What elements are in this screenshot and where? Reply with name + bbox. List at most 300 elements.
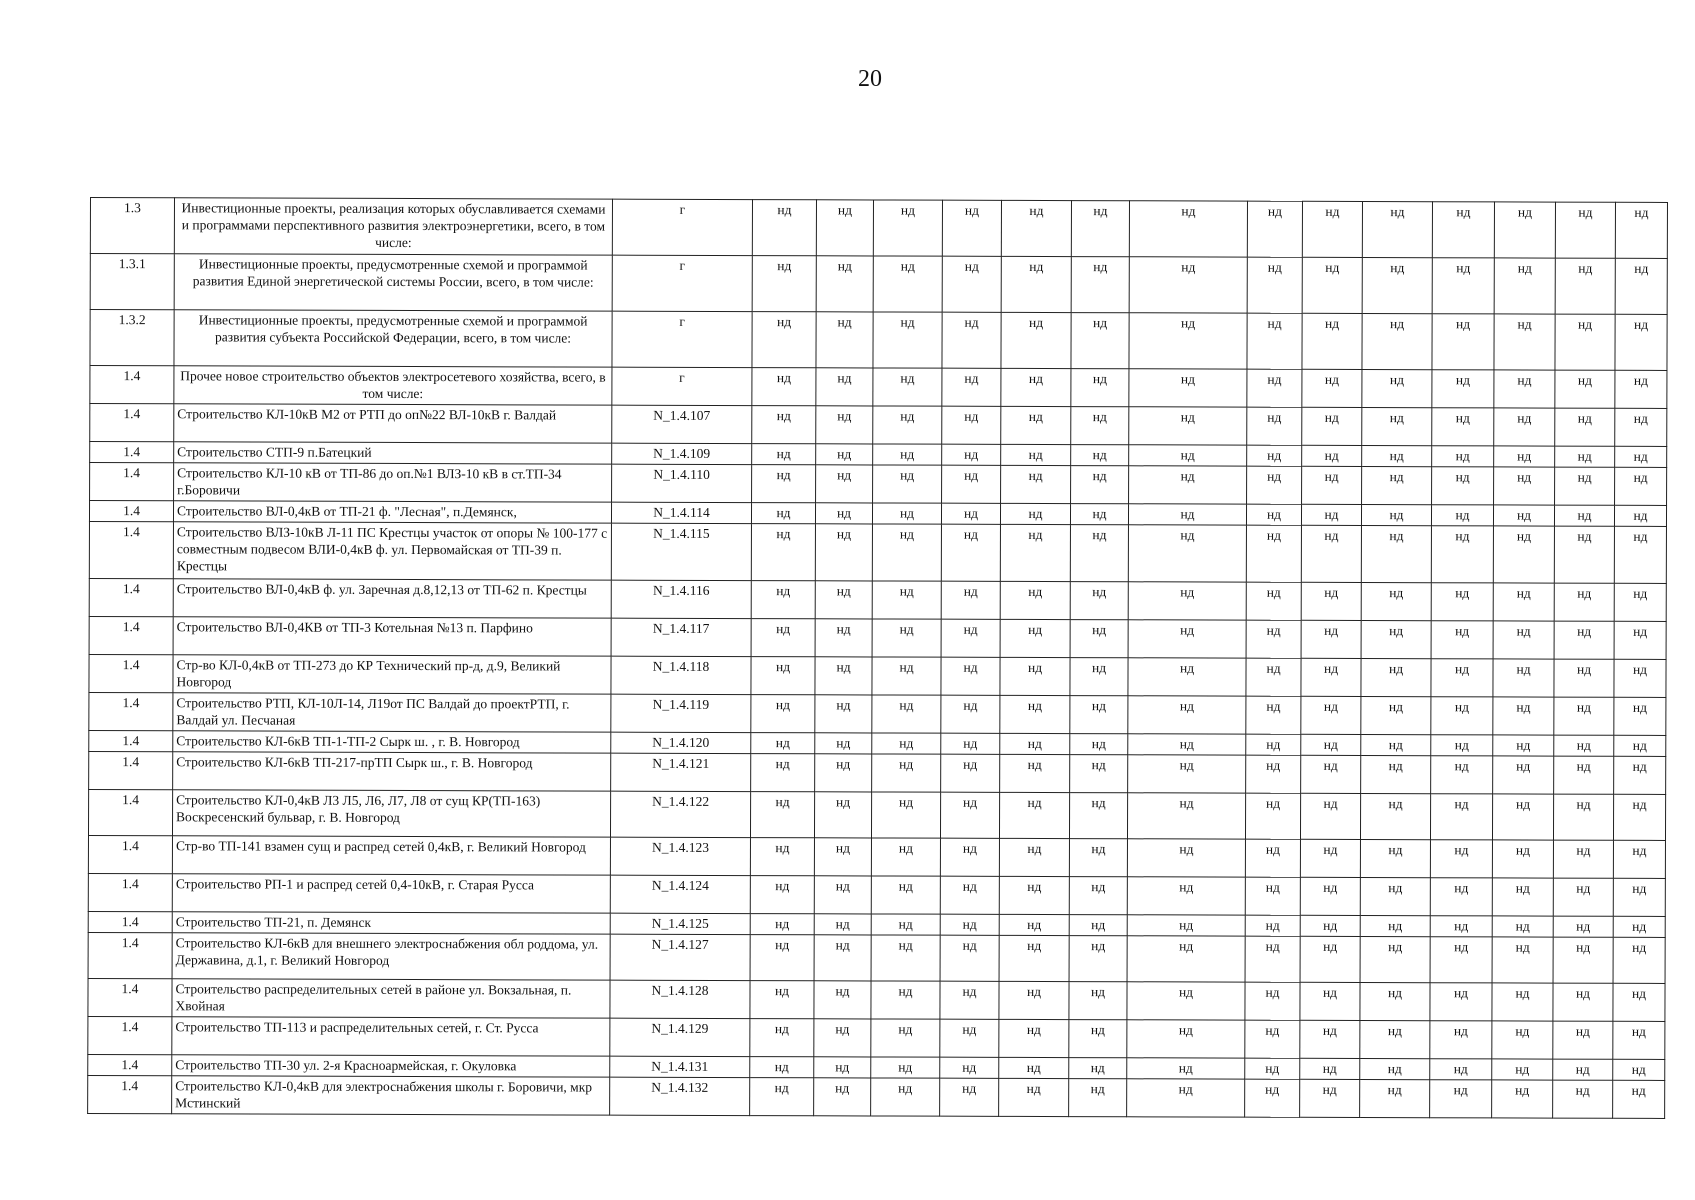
value-cell: нд: [1070, 755, 1128, 793]
value-cell: нд: [1432, 467, 1494, 505]
value-cell: нд: [1069, 1079, 1127, 1117]
value-cell: нд: [1127, 877, 1245, 915]
value-cell: нд: [1553, 1021, 1613, 1059]
value-cell: нд: [752, 444, 816, 465]
row-number: 1.4: [90, 442, 174, 463]
value-cell: нд: [871, 1019, 940, 1057]
value-cell: нд: [1431, 526, 1493, 583]
value-cell: нд: [1001, 368, 1071, 406]
project-name: Строительство ТП-30 ул. 2-я Красноармейская, г. Окуловка: [172, 1055, 610, 1077]
value-cell: нд: [940, 981, 999, 1019]
value-cell: нд: [1000, 503, 1070, 524]
value-cell: нд: [1555, 314, 1615, 370]
value-cell: нд: [873, 444, 942, 465]
row-number: 1.4: [88, 1054, 172, 1075]
value-cell: нд: [1553, 840, 1613, 878]
value-cell: нд: [814, 1019, 871, 1057]
project-name: Строительство ТП-21, п. Демянск: [172, 912, 610, 934]
value-cell: нд: [941, 619, 1000, 657]
value-cell: нд: [1613, 937, 1665, 983]
value-cell: нд: [1494, 202, 1555, 258]
value-cell: нд: [1492, 794, 1553, 840]
value-cell: нд: [1070, 504, 1128, 525]
project-name: Строительство ТП-113 и распределительных сетей, г. Ст. Русса: [172, 1017, 610, 1056]
value-cell: нд: [1360, 936, 1430, 982]
value-cell: нд: [1247, 257, 1302, 313]
value-cell: нд: [1246, 620, 1301, 658]
row-number: 1.4: [90, 366, 174, 404]
value-cell: нд: [1129, 257, 1247, 313]
value-cell: нд: [1553, 1059, 1613, 1080]
value-cell: нд: [750, 935, 814, 981]
value-cell: нд: [940, 792, 999, 838]
value-cell: нд: [815, 619, 872, 657]
value-cell: нд: [1128, 755, 1246, 793]
table-row: [90, 366, 1667, 409]
value-cell: нд: [940, 1078, 999, 1116]
value-cell: нд: [1431, 735, 1493, 756]
row-number: 1.4: [88, 835, 172, 873]
value-cell: нд: [873, 312, 942, 368]
value-cell: нд: [872, 581, 941, 619]
value-cell: нд: [1128, 582, 1246, 620]
value-cell: нд: [815, 754, 872, 792]
value-cell: нд: [816, 406, 873, 444]
value-cell: нд: [752, 200, 816, 256]
value-cell: нд: [1300, 982, 1360, 1020]
project-id: N_1.4.132: [610, 1077, 750, 1115]
value-cell: нд: [1245, 839, 1300, 877]
value-cell: нд: [1430, 794, 1492, 840]
table-row: [88, 835, 1665, 878]
value-cell: нд: [1300, 936, 1360, 982]
value-cell: нд: [815, 657, 872, 695]
value-cell: нд: [1071, 407, 1129, 445]
value-cell: нд: [1555, 202, 1615, 258]
project-name: Инвестиционные проекты, предусмотренные схемой и программой развития субъекта Российской Федерации, всего, в том числе:: [174, 310, 612, 367]
value-cell: нд: [1245, 936, 1300, 982]
value-cell: нд: [1362, 313, 1432, 369]
value-cell: нд: [1613, 1080, 1665, 1118]
value-cell: нд: [1613, 794, 1665, 840]
value-cell: нд: [816, 465, 873, 503]
value-cell: нд: [815, 524, 872, 581]
value-cell: нд: [873, 465, 942, 503]
project-id: N_1.4.123: [610, 837, 750, 875]
value-cell: нд: [1493, 526, 1554, 583]
value-cell: нд: [942, 465, 1001, 503]
value-cell: нд: [1432, 258, 1494, 314]
project-name: Строительство ВЛЗ-10кВ Л-11 ПС Крестцы участок от опоры № 100-177 с совместным подвесом ВЛИ-0,4кВ ф. ул. Первомайская от ТП-39 п. Крестцы: [173, 522, 611, 580]
value-cell: нд: [1127, 1058, 1245, 1079]
value-cell: нд: [815, 503, 872, 524]
row-number: 1.3.1: [90, 254, 174, 310]
value-cell: нд: [871, 838, 940, 876]
value-cell: нд: [1613, 840, 1665, 878]
row-number: 1.4: [88, 1016, 172, 1054]
value-cell: нд: [1071, 313, 1129, 369]
value-cell: нд: [1361, 755, 1431, 793]
value-cell: нд: [1000, 754, 1070, 792]
value-cell: нд: [816, 256, 873, 312]
value-cell: нд: [940, 838, 999, 876]
table-row: [88, 932, 1665, 983]
table-row: [90, 404, 1667, 447]
value-cell: нд: [1492, 916, 1553, 937]
project-id: N_1.4.128: [610, 980, 750, 1018]
value-cell: нд: [816, 312, 873, 368]
value-cell: нд: [1362, 257, 1432, 313]
value-cell: нд: [940, 1057, 999, 1078]
value-cell: нд: [1245, 793, 1300, 839]
table-row: [89, 521, 1666, 583]
value-cell: нд: [1069, 1020, 1127, 1058]
value-cell: нд: [941, 695, 1000, 733]
row-number: 1.3.2: [90, 310, 174, 366]
value-cell: нд: [942, 200, 1001, 256]
value-cell: нд: [1492, 878, 1553, 916]
value-cell: нд: [1614, 621, 1666, 659]
value-cell: нд: [1362, 369, 1432, 407]
table-row: [88, 789, 1665, 840]
row-number: 1.4: [88, 932, 172, 978]
value-cell: нд: [816, 200, 873, 256]
value-cell: нд: [1614, 505, 1666, 526]
value-cell: нд: [873, 200, 942, 256]
value-cell: нд: [1301, 734, 1361, 755]
project-id: N_1.4.118: [611, 656, 751, 694]
value-cell: нд: [814, 914, 871, 935]
value-cell: нд: [1431, 583, 1493, 621]
value-cell: нд: [1360, 982, 1430, 1020]
value-cell: нд: [1494, 446, 1555, 467]
value-cell: нд: [1493, 697, 1554, 735]
value-cell: нд: [752, 312, 816, 368]
value-cell: нд: [1070, 582, 1128, 620]
project-name: Строительство распределительных сетей в районе ул. Вокзальная, п. Хвойная: [172, 979, 610, 1018]
project-name: Строительство КЛ-6кВ ТП-217-прТП Сырк ш., г. В. Новгород: [173, 752, 611, 791]
value-cell: нд: [942, 312, 1001, 368]
project-id: г: [612, 199, 752, 255]
value-cell: нд: [750, 1078, 814, 1116]
project-name: Строительство КЛ-0,4кВ для электроснабжения школы г. Боровичи, мкр Мстинский: [172, 1076, 610, 1115]
project-id: г: [612, 255, 752, 311]
project-name: Строительство РТП, КЛ-10Л-14, Л19от ПС Валдай до проектРТП, г. Валдай ул. Песчаная: [173, 693, 611, 732]
table-row: [90, 310, 1667, 371]
value-cell: нд: [1554, 735, 1614, 756]
value-cell: нд: [942, 256, 1001, 312]
value-cell: нд: [1553, 878, 1613, 916]
value-cell: нд: [1069, 982, 1127, 1020]
value-cell: нд: [1613, 878, 1665, 916]
value-cell: нд: [1430, 1021, 1492, 1059]
value-cell: нд: [1360, 915, 1430, 936]
value-cell: нд: [1127, 915, 1245, 936]
value-cell: нд: [1302, 369, 1362, 407]
value-cell: нд: [1614, 756, 1666, 794]
value-cell: нд: [1129, 445, 1247, 466]
value-cell: нд: [999, 1019, 1069, 1057]
value-cell: нд: [1361, 525, 1431, 582]
value-cell: нд: [1360, 1079, 1430, 1117]
value-cell: нд: [1493, 659, 1554, 697]
value-cell: нд: [1245, 877, 1300, 915]
value-cell: нд: [941, 503, 1000, 524]
project-id: N_1.4.117: [611, 618, 751, 656]
value-cell: нд: [1069, 839, 1127, 877]
value-cell: нд: [816, 368, 873, 406]
value-cell: нд: [1069, 793, 1127, 839]
value-cell: нд: [941, 733, 1000, 754]
value-cell: нд: [1128, 696, 1246, 734]
value-cell: нд: [750, 838, 814, 876]
value-cell: нд: [1362, 201, 1432, 257]
value-cell: нд: [1071, 201, 1129, 257]
project-id: N_1.4.116: [611, 580, 751, 618]
row-number: 1.4: [89, 692, 173, 730]
row-number: 1.4: [88, 911, 172, 932]
value-cell: нд: [1129, 407, 1247, 445]
value-cell: нд: [1300, 1020, 1360, 1058]
value-cell: нд: [1247, 313, 1302, 369]
value-cell: нд: [1127, 1079, 1245, 1117]
project-id: N_1.4.110: [612, 464, 752, 502]
row-number: 1.4: [89, 616, 173, 654]
value-cell: нд: [1129, 369, 1247, 407]
project-name: Стр-во КЛ-0,4кВ от ТП-273 до КР Технический пр-д, д.9, Великий Новгород: [173, 655, 611, 694]
value-cell: нд: [1362, 466, 1432, 504]
value-cell: нд: [1493, 735, 1554, 756]
value-cell: нд: [871, 914, 940, 935]
value-cell: нд: [1246, 582, 1301, 620]
value-cell: нд: [1000, 657, 1070, 695]
value-cell: нд: [750, 914, 814, 935]
value-cell: нд: [1613, 1021, 1665, 1059]
project-id: N_1.4.124: [610, 875, 750, 913]
value-cell: нд: [872, 619, 941, 657]
value-cell: нд: [1432, 202, 1494, 258]
value-cell: нд: [1246, 696, 1301, 734]
value-cell: нд: [1301, 582, 1361, 620]
project-id: N_1.4.121: [611, 753, 751, 791]
value-cell: нд: [1432, 408, 1494, 446]
value-cell: нд: [1001, 444, 1071, 465]
value-cell: нд: [1492, 840, 1553, 878]
value-cell: нд: [999, 935, 1069, 981]
value-cell: нд: [1000, 733, 1070, 754]
value-cell: нд: [1615, 370, 1667, 408]
value-cell: нд: [1247, 201, 1302, 257]
value-cell: нд: [1361, 620, 1431, 658]
value-cell: нд: [871, 1078, 940, 1116]
value-cell: нд: [1554, 756, 1614, 794]
value-cell: нд: [751, 503, 815, 524]
value-cell: нд: [1553, 937, 1613, 983]
value-cell: нд: [1555, 467, 1615, 505]
value-cell: нд: [1069, 877, 1127, 915]
value-cell: нд: [1245, 1058, 1300, 1079]
table-row: [88, 873, 1665, 916]
value-cell: нд: [1494, 370, 1555, 408]
value-cell: нд: [750, 792, 814, 838]
value-cell: нд: [1127, 839, 1245, 877]
project-name: Строительство ВЛ-0,4КВ от ТП-3 Котельная №13 п. Парфино: [173, 617, 611, 656]
value-cell: нд: [872, 524, 941, 581]
table-row: [90, 463, 1667, 506]
row-number: 1.4: [88, 789, 172, 835]
value-cell: нд: [941, 581, 1000, 619]
value-cell: нд: [1070, 525, 1128, 582]
value-cell: нд: [1069, 1058, 1127, 1079]
project-name: Строительство СТП-9 п.Батецкий: [174, 442, 612, 464]
value-cell: нд: [1301, 504, 1361, 525]
value-cell: нд: [1300, 1079, 1360, 1117]
value-cell: нд: [1554, 621, 1614, 659]
value-cell: нд: [1494, 467, 1555, 505]
value-cell: нд: [999, 914, 1069, 935]
value-cell: нд: [1494, 408, 1555, 446]
value-cell: нд: [1554, 505, 1614, 526]
value-cell: нд: [871, 1057, 940, 1078]
value-cell: нд: [1129, 313, 1247, 369]
table-row: [89, 654, 1666, 697]
value-cell: нд: [750, 876, 814, 914]
value-cell: нд: [1129, 466, 1247, 504]
project-name: Строительство ВЛ-0,4кВ от ТП-21 ф. "Лесная", п.Демянск,: [173, 501, 611, 523]
value-cell: нд: [940, 876, 999, 914]
project-id: N_1.4.120: [611, 732, 751, 753]
project-id: N_1.4.131: [610, 1056, 750, 1077]
project-id: N_1.4.129: [610, 1018, 750, 1056]
value-cell: нд: [1070, 658, 1128, 696]
value-cell: нд: [1246, 755, 1301, 793]
table-row: [89, 578, 1666, 621]
row-number: 1.4: [89, 578, 173, 616]
value-cell: нд: [1360, 1020, 1430, 1058]
project-id: N_1.4.107: [612, 405, 752, 443]
value-cell: нд: [1302, 407, 1362, 445]
value-cell: нд: [1360, 793, 1430, 839]
value-cell: нд: [1302, 257, 1362, 313]
value-cell: нд: [1069, 915, 1127, 936]
value-cell: нд: [1615, 202, 1667, 258]
value-cell: нд: [999, 1057, 1069, 1078]
value-cell: нд: [941, 657, 1000, 695]
value-cell: нд: [1300, 839, 1360, 877]
value-cell: нд: [1615, 467, 1667, 505]
project-name: Строительство КЛ-10кВ М2 от РТП до оп№22 ВЛ-10кВ г. Валдай: [174, 404, 612, 443]
value-cell: нд: [872, 695, 941, 733]
value-cell: нд: [750, 1057, 814, 1078]
row-number: 1.3: [90, 198, 174, 254]
value-cell: нд: [1555, 258, 1615, 314]
value-cell: нд: [1553, 1080, 1613, 1118]
value-cell: нд: [1430, 1080, 1492, 1118]
value-cell: нд: [1555, 370, 1615, 408]
value-cell: нд: [999, 792, 1069, 838]
value-cell: нд: [1615, 258, 1667, 314]
value-cell: нд: [1614, 697, 1666, 735]
value-cell: нд: [1361, 734, 1431, 755]
project-name: Строительство КЛ-6кВ ТП-1-ТП-2 Сырк ш. , г. В. Новгород: [173, 731, 611, 753]
value-cell: нд: [1494, 258, 1555, 314]
value-cell: нд: [1614, 659, 1666, 697]
value-cell: нд: [1430, 937, 1492, 983]
value-cell: нд: [871, 935, 940, 981]
project-name: Стр-во ТП-141 взамен сущ и распред сетей 0,4кВ, г. Великий Новгород: [172, 836, 610, 875]
value-cell: нд: [942, 444, 1001, 465]
value-cell: нд: [1246, 504, 1301, 525]
value-cell: нд: [1554, 659, 1614, 697]
value-cell: нд: [1300, 915, 1360, 936]
row-number: 1.4: [88, 1075, 172, 1113]
value-cell: нд: [814, 1057, 871, 1078]
project-name: Инвестиционные проекты, предусмотренные схемой и программой развития Единой энергетической системы России, всего, в том числе:: [174, 254, 612, 311]
value-cell: нд: [1431, 756, 1493, 794]
value-cell: нд: [1553, 983, 1613, 1021]
value-cell: нд: [1301, 755, 1361, 793]
value-cell: нд: [1301, 525, 1361, 582]
value-cell: нд: [752, 406, 816, 444]
value-cell: нд: [751, 619, 815, 657]
value-cell: нд: [815, 695, 872, 733]
value-cell: нд: [873, 368, 942, 406]
value-cell: нд: [1247, 369, 1302, 407]
value-cell: нд: [751, 581, 815, 619]
value-cell: нд: [1431, 659, 1493, 697]
value-cell: нд: [750, 1019, 814, 1057]
value-cell: нд: [1001, 200, 1071, 256]
value-cell: нд: [751, 657, 815, 695]
value-cell: нд: [1492, 1080, 1553, 1118]
value-cell: нд: [1493, 583, 1554, 621]
value-cell: нд: [1361, 582, 1431, 620]
value-cell: нд: [1362, 407, 1432, 445]
table-row: [88, 1016, 1665, 1059]
table-row: [90, 198, 1667, 259]
value-cell: нд: [752, 465, 816, 503]
value-cell: нд: [942, 368, 1001, 406]
value-cell: нд: [1492, 983, 1553, 1021]
value-cell: нд: [872, 754, 941, 792]
table-row: [90, 254, 1667, 315]
value-cell: нд: [1302, 313, 1362, 369]
value-cell: нд: [752, 368, 816, 406]
value-cell: нд: [1492, 1021, 1553, 1059]
value-cell: нд: [1360, 839, 1430, 877]
value-cell: нд: [1128, 504, 1246, 525]
project-name: Инвестиционные проекты, реализация которых обуславливается схемами и программами перспективного развития электроэнергетики, всего, в том числе:: [174, 198, 612, 255]
value-cell: нд: [1494, 314, 1555, 370]
value-cell: нд: [1430, 983, 1492, 1021]
value-cell: нд: [1553, 916, 1613, 937]
value-cell: нд: [1247, 445, 1302, 466]
value-cell: нд: [873, 406, 942, 444]
value-cell: нд: [751, 695, 815, 733]
value-cell: нд: [1493, 756, 1554, 794]
value-cell: нд: [871, 876, 940, 914]
project-id: N_1.4.115: [611, 523, 751, 580]
row-number: 1.4: [89, 654, 173, 692]
value-cell: нд: [872, 657, 941, 695]
value-cell: нд: [1070, 734, 1128, 755]
value-cell: нд: [814, 1078, 871, 1116]
value-cell: нд: [1127, 1020, 1245, 1058]
value-cell: нд: [1001, 406, 1071, 444]
project-name: Строительство РП-1 и распред сетей 0,4-10кВ, г. Старая Русса: [172, 874, 610, 913]
value-cell: нд: [1245, 1079, 1300, 1117]
value-cell: нд: [1246, 734, 1301, 755]
